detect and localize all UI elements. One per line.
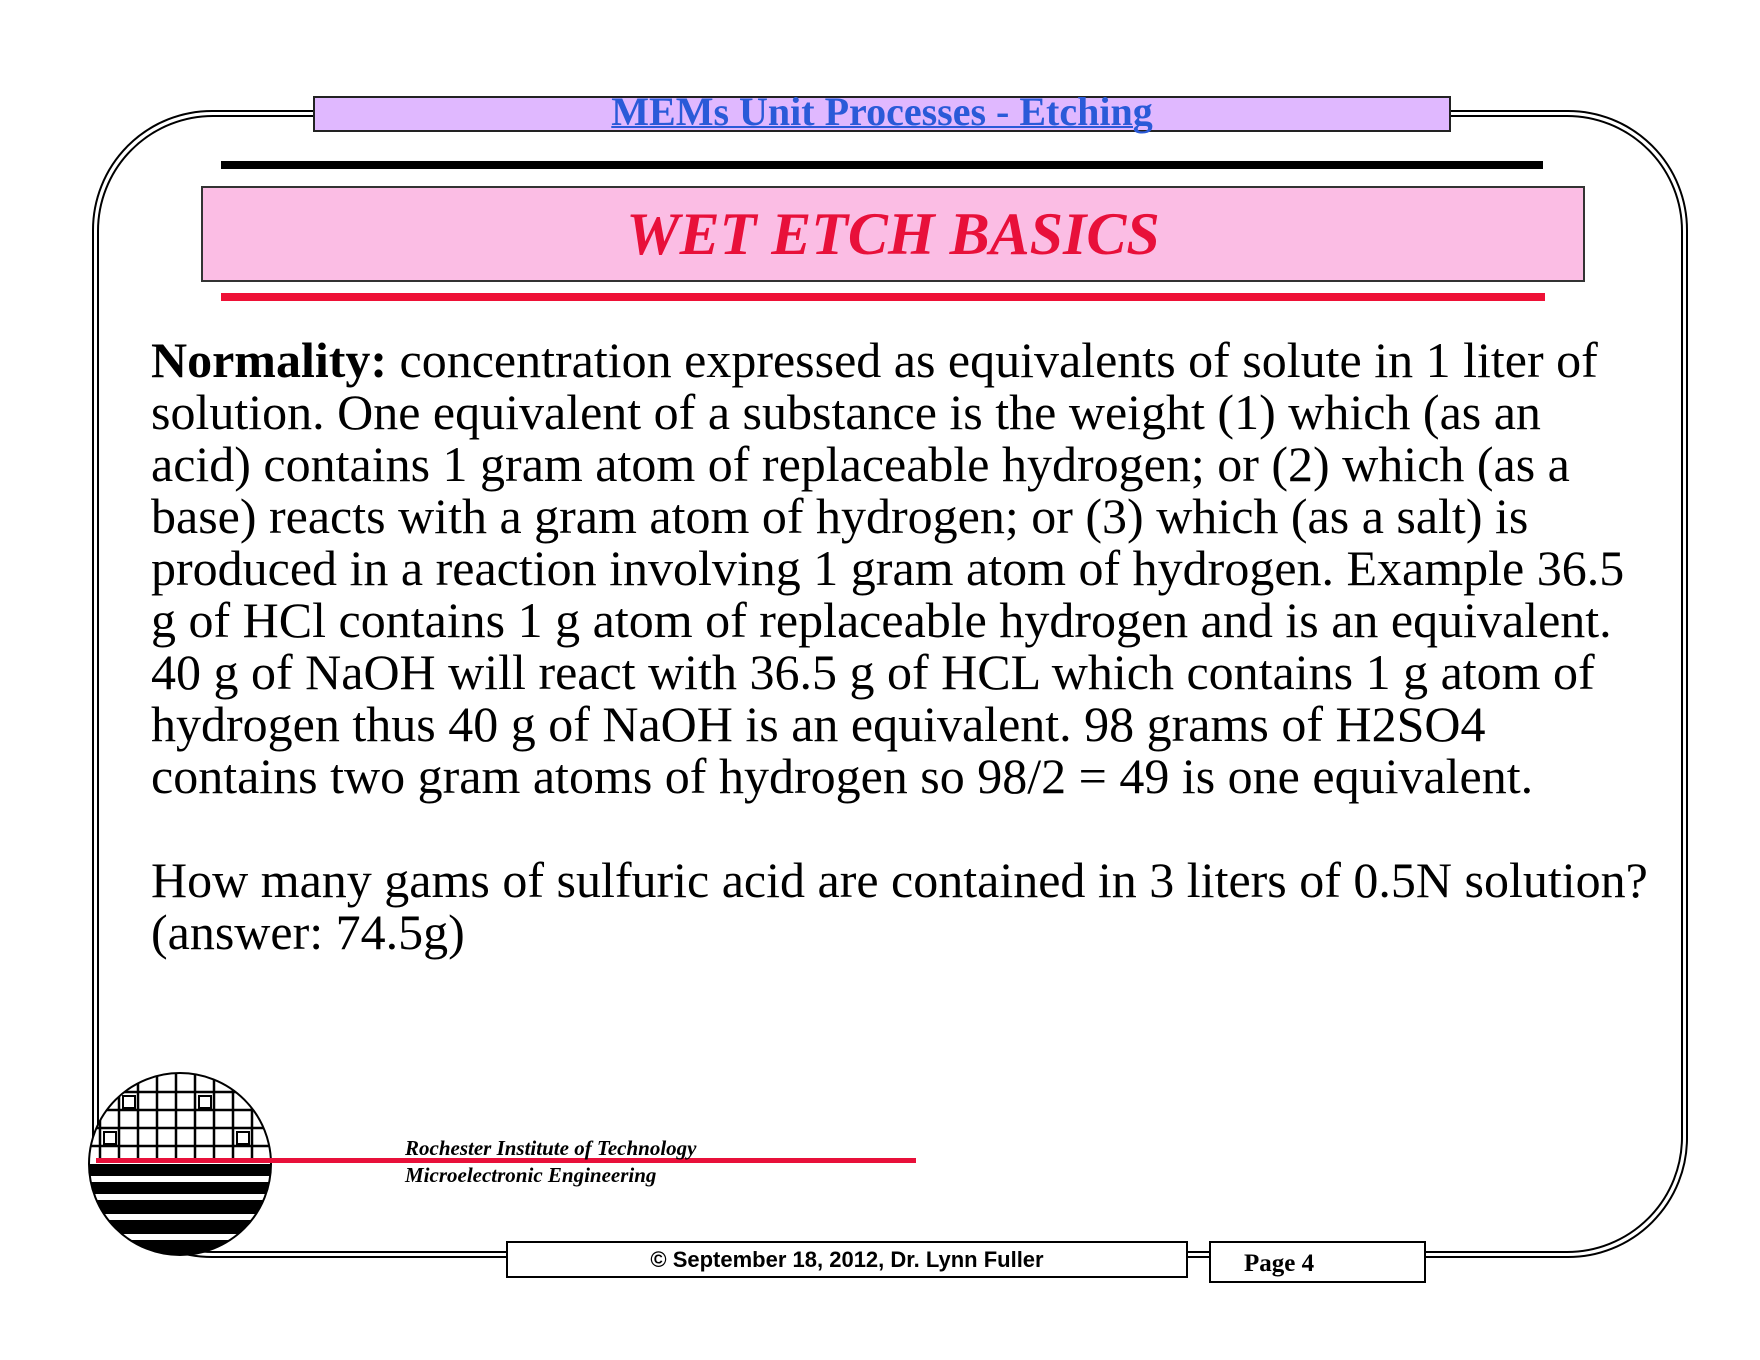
black-divider — [221, 161, 1543, 169]
wafer-icon — [86, 1070, 274, 1258]
red-divider — [221, 293, 1545, 301]
slide-title-box — [201, 186, 1585, 282]
paragraph-gap — [151, 802, 1651, 854]
slide-title: WET ETCH BASICS — [626, 200, 1160, 267]
normality-definition: concentration expressed as equivalents of solute in 1 liter of solution. One equivalent of a substance is the weight (1) which (as an acid) contains 1 gram atom of replaceable hydrogen; or (2) which (as a base) reacts with a gram atom of hydrogen; or (3) which (as a salt) is produced in a reaction involving 1 gram atom of hydrogen. Example 36.5 g of HCl contains 1 g atom of replaceable hydrogen and is an equivalent. 40 g of NaOH will react with 36.5 g of HCL which contains 1 g atom of hydrogen thus 40 g of NaOH is an equivalent. 98 grams of H2SO4 contains two gram atoms of hydrogen so 98/2 = 49 is one equivalent. — [151, 332, 1625, 804]
copyright-box: © September 18, 2012, Dr. Lynn Fuller — [506, 1241, 1188, 1278]
page-number: Page 4 — [1209, 1241, 1426, 1283]
question-text: How many gams of sulfuric acid are contained in 3 liters of 0.5N solution? — [151, 852, 1648, 908]
course-title: MEMs Unit Processes - Etching — [611, 89, 1153, 134]
institution-name: Rochester Institute of Technology — [405, 1136, 697, 1160]
slide-body — [151, 334, 1651, 958]
normality-term: Normality: — [151, 332, 388, 388]
normality-paragraph — [151, 334, 1651, 802]
answer-text: (answer: 74.5g) — [151, 904, 465, 960]
department-name: Microelectronic Engineering — [405, 1163, 657, 1187]
header-tab — [313, 89, 1451, 134]
